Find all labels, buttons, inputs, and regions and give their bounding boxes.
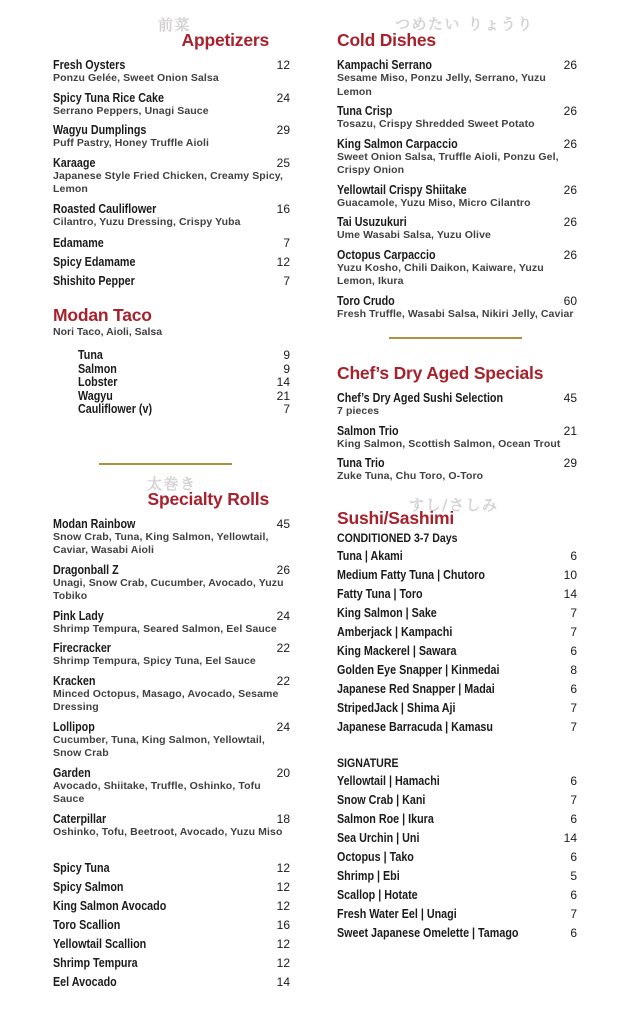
menu-item xyxy=(78,349,290,363)
menu-item xyxy=(337,829,577,848)
item-name: Spicy Tuna Rice Cake xyxy=(53,90,164,105)
item-price: 26 xyxy=(563,58,577,72)
menu-item xyxy=(53,897,290,916)
item-name: Salmon xyxy=(78,361,117,376)
item-name: Fresh Water Eel | Unagi xyxy=(337,906,457,921)
item-name: Golden Eye Snapper | Kinmedai xyxy=(337,662,500,677)
sushi-sashimi-title xyxy=(337,495,577,528)
item-name: Tuna Crisp xyxy=(337,104,393,118)
item-description: Snow Crab, Tuna, King Salmon, Yellowtail, Caviar, Wasabi Aioli xyxy=(53,530,269,556)
item-price: 14 xyxy=(276,375,290,389)
item-description: Cilantro, Yuzu Dressing, Crispy Yuba xyxy=(53,215,241,228)
item-name: Scallop | Hotate xyxy=(337,887,418,902)
item-price: 6 xyxy=(570,681,577,696)
menu-item xyxy=(337,772,577,791)
item-name: Sea Urchin | Uni xyxy=(337,830,420,845)
item-price: 12 xyxy=(276,861,290,875)
item-price: 24 xyxy=(276,608,290,623)
item-name: Japanese Red Snapper | Madai xyxy=(337,681,495,696)
section-appetizers xyxy=(53,16,290,291)
menu-item xyxy=(337,886,577,905)
menu-item xyxy=(53,674,290,715)
item-price: 24 xyxy=(276,90,290,105)
menu-item xyxy=(53,859,290,878)
item-name: Tuna Trio xyxy=(337,456,385,470)
item-description: Avocado, Shiitake, Truffle, Oshinko, Tofu Sauce xyxy=(53,779,261,805)
item-price: 5 xyxy=(570,868,577,883)
section-specialty-rolls xyxy=(53,474,290,993)
item-price: 45 xyxy=(276,516,290,531)
right-column xyxy=(337,15,577,992)
item-name: Kampachi Serrano xyxy=(337,58,433,72)
item-price: 12 xyxy=(276,58,290,72)
item-description: Cucumber, Tuna, King Salmon, Yellowtail, Snow Crab xyxy=(53,733,265,759)
item-name: Wagyu xyxy=(78,388,113,403)
item-name: Lollipop xyxy=(53,719,95,734)
item-name: Fresh Oysters xyxy=(53,58,126,72)
item-price: 6 xyxy=(570,887,577,902)
item-name: Spicy Salmon xyxy=(53,880,124,894)
menu-item xyxy=(53,954,290,973)
sushi-sashimi-watermark: すし/さしみ xyxy=(409,495,499,514)
item-price: 16 xyxy=(276,201,290,216)
chefs-specials-title: Chef’s Dry Aged Specials xyxy=(337,363,544,383)
item-name: Yellowtail Crispy Shiitake xyxy=(337,182,467,197)
cold-dishes-watermark: つめたい りょうり xyxy=(395,15,534,33)
item-description: Zuke Tuna, Chu Toro, O-Toro xyxy=(337,470,484,482)
sushi-sashimi-title-text: Sushi/Sashimi xyxy=(337,507,455,528)
item-price: 29 xyxy=(563,456,577,470)
menu-item xyxy=(53,58,290,86)
item-name: Eel Avocado xyxy=(53,975,117,989)
item-description: 7 pieces xyxy=(337,405,380,417)
item-name: Salmon Trio xyxy=(337,423,399,438)
item-price: 12 xyxy=(276,255,290,269)
item-price: 7 xyxy=(570,605,577,620)
menu-item xyxy=(53,720,290,761)
item-price: 14 xyxy=(563,586,577,601)
item-name: Tuna xyxy=(78,348,103,362)
cold-dishes-items xyxy=(337,58,577,321)
menu-item xyxy=(337,661,577,680)
menu-item xyxy=(337,104,577,132)
menu-item xyxy=(53,878,290,897)
menu-item xyxy=(53,517,290,558)
menu-item xyxy=(337,867,577,886)
item-price: 26 xyxy=(563,182,577,197)
menu-item xyxy=(53,563,290,604)
item-price: 7 xyxy=(283,274,290,288)
menu-item xyxy=(337,699,577,718)
item-price: 29 xyxy=(276,123,290,137)
item-name: Spicy Edamame xyxy=(53,255,136,269)
item-price: 12 xyxy=(276,956,290,970)
item-price: 12 xyxy=(276,937,290,951)
menu-item xyxy=(78,390,290,404)
section-modan-taco xyxy=(53,305,290,417)
menu-item xyxy=(337,718,577,737)
item-price: 9 xyxy=(283,348,290,362)
signature-items xyxy=(337,772,577,943)
item-name: Shishito Pepper xyxy=(53,274,135,288)
item-name: Tai Usuzukuri xyxy=(337,215,407,229)
specialty-rolls-title-text: Specialty Rolls xyxy=(147,488,269,509)
item-name: Lobster xyxy=(78,375,118,389)
classic-rolls-list xyxy=(53,859,290,992)
menu-item xyxy=(53,766,290,807)
menu-item xyxy=(337,604,577,623)
item-name: Firecracker xyxy=(53,641,111,655)
menu-item xyxy=(53,156,290,197)
cold-dishes-title xyxy=(337,15,577,50)
item-price: 18 xyxy=(276,811,290,826)
menu-item xyxy=(53,609,290,637)
modan-taco-subtitle: Nori Taco, Aioli, Salsa xyxy=(53,326,163,338)
item-price: 10 xyxy=(563,567,577,582)
item-name: Kracken xyxy=(53,673,96,688)
item-price: 12 xyxy=(276,880,290,894)
menu-item xyxy=(337,137,577,178)
item-name: Sweet Japanese Omelette | Tamago xyxy=(337,925,519,940)
item-name: Garden xyxy=(53,765,91,780)
item-description: Sweet Onion Salsa, Truffle Aioli, Ponzu Gel, Crispy Onion xyxy=(337,150,559,176)
cold-dishes-title-text: Cold Dishes xyxy=(337,30,436,50)
item-description: King Salmon, Scottish Salmon, Ocean Trout xyxy=(337,437,561,450)
item-name: Spicy Tuna xyxy=(53,861,110,875)
menu-item xyxy=(337,566,577,585)
item-name: Amberjack | Kampachi xyxy=(337,624,453,639)
item-name: Modan Rainbow xyxy=(53,516,136,531)
menu-item xyxy=(337,905,577,924)
item-price: 26 xyxy=(563,247,577,262)
item-name: Salmon Roe | Ikura xyxy=(337,811,434,826)
menu-item xyxy=(337,248,577,289)
menu-item xyxy=(337,623,577,642)
menu-item xyxy=(78,376,290,390)
menu-item xyxy=(53,253,290,272)
menu-item xyxy=(78,363,290,377)
item-price: 7 xyxy=(570,700,577,715)
item-name: Caterpillar xyxy=(53,811,107,826)
item-name: Edamame xyxy=(53,236,104,250)
item-price: 45 xyxy=(563,391,577,405)
item-description: Minced Octopus, Masago, Avocado, Sesame Dressing xyxy=(53,687,279,713)
menu-item xyxy=(337,547,577,566)
conditioned-label: CONDITIONED 3-7 Days xyxy=(337,532,458,545)
item-description: Tosazu, Crispy Shredded Sweet Potato xyxy=(337,118,535,130)
item-price: 9 xyxy=(283,361,290,376)
item-name: Octopus | Tako xyxy=(337,849,414,864)
item-name: King Salmon Carpaccio xyxy=(337,136,458,151)
item-price: 21 xyxy=(276,388,290,403)
item-price: 26 xyxy=(563,136,577,151)
item-description: Puff Pastry, Honey Truffle Aioli xyxy=(53,137,210,149)
menu-item xyxy=(337,183,577,211)
item-name: Dragonball Z xyxy=(53,562,119,577)
menu-item xyxy=(337,294,577,322)
menu-item xyxy=(53,916,290,935)
appetizers-title xyxy=(53,16,290,50)
section-chefs-specials xyxy=(337,363,577,484)
item-price: 25 xyxy=(276,155,290,170)
item-name: Fatty Tuna | Toro xyxy=(337,586,423,601)
item-price: 20 xyxy=(276,765,290,780)
item-name: Pink Lady xyxy=(53,608,104,623)
item-name: King Salmon Avocado xyxy=(53,899,167,913)
item-price: 22 xyxy=(276,673,290,688)
item-price: 14 xyxy=(563,830,577,845)
menu-item xyxy=(337,642,577,661)
item-price: 8 xyxy=(570,662,577,677)
item-price: 6 xyxy=(570,643,577,658)
item-price: 16 xyxy=(276,918,290,932)
menu-item xyxy=(53,272,290,291)
item-price: 26 xyxy=(563,104,577,118)
menu-item xyxy=(53,973,290,992)
menu-item xyxy=(53,123,290,151)
item-name: Medium Fatty Tuna | Chutoro xyxy=(337,567,485,582)
menu-item xyxy=(337,924,577,943)
menu-item xyxy=(337,791,577,810)
item-price: 26 xyxy=(276,562,290,577)
menu-item xyxy=(53,202,290,230)
item-description: Japanese Style Fried Chicken, Creamy Spicy, Lemon xyxy=(53,169,283,195)
menu-item xyxy=(337,848,577,867)
specialty-rolls-title xyxy=(53,474,290,509)
item-price: 7 xyxy=(570,624,577,639)
menu-item xyxy=(337,58,577,99)
item-price: 7 xyxy=(283,236,290,250)
menu-item xyxy=(53,812,290,840)
item-description: Ume Wasabi Salsa, Yuzu Olive xyxy=(337,229,491,241)
menu-item xyxy=(53,641,290,669)
item-name: Shrimp | Ebi xyxy=(337,868,400,883)
item-description: Shrimp Tempura, Seared Salmon, Eel Sauce xyxy=(53,622,277,635)
chefs-specials-items xyxy=(337,391,577,484)
item-price: 24 xyxy=(276,719,290,734)
menu-item xyxy=(78,403,290,417)
item-description: Sesame Miso, Ponzu Jelly, Serrano, Yuzu Lemon xyxy=(337,72,546,98)
item-name: Toro Scallion xyxy=(53,918,121,932)
item-name: Yellowtail Scallion xyxy=(53,937,147,951)
item-price: 6 xyxy=(570,849,577,864)
item-name: King Salmon | Sake xyxy=(337,605,437,620)
item-name: Cauliflower (v) xyxy=(78,402,153,416)
item-description: Ponzu Gelée, Sweet Onion Salsa xyxy=(53,72,219,84)
conditioned-items xyxy=(337,547,577,737)
item-price: 12 xyxy=(276,899,290,913)
specialty-rolls-items xyxy=(53,517,290,840)
item-price: 14 xyxy=(276,975,290,989)
menu-item xyxy=(337,680,577,699)
item-description: Oshinko, Tofu, Beetroot, Avocado, Yuzu Miso xyxy=(53,825,283,838)
item-name: King Mackerel | Sawara xyxy=(337,643,457,658)
left-column xyxy=(53,16,290,992)
signature-label: SIGNATURE xyxy=(337,757,399,770)
item-name: Japanese Barracuda | Kamasu xyxy=(337,719,493,734)
section-cold-dishes xyxy=(337,15,577,321)
item-price: 21 xyxy=(563,423,577,438)
item-price: 6 xyxy=(570,811,577,826)
item-price: 7 xyxy=(570,792,577,807)
menu-item xyxy=(53,234,290,253)
modan-taco-title: Modan Taco xyxy=(53,305,152,325)
specialty-rolls-watermark: 太巻き xyxy=(147,474,197,493)
item-name: Shrimp Tempura xyxy=(53,956,138,970)
menu-item xyxy=(53,935,290,954)
item-price: 6 xyxy=(570,548,577,563)
menu-item xyxy=(337,391,577,419)
item-name: Karaage xyxy=(53,155,96,170)
item-description: Shrimp Tempura, Spicy Tuna, Eel Sauce xyxy=(53,655,256,667)
item-name: Yellowtail | Hamachi xyxy=(337,773,440,788)
item-price: 7 xyxy=(283,402,290,416)
item-name: Chef’s Dry Aged Sushi Selection xyxy=(337,391,504,405)
appetizers-title-text: Appetizers xyxy=(181,30,269,50)
menu-item xyxy=(337,810,577,829)
item-description: Unagi, Snow Crab, Cucumber, Avocado, Yuzu Tobiko xyxy=(53,576,284,602)
section-sushi-sashimi xyxy=(337,495,577,943)
item-price: 7 xyxy=(570,719,577,734)
item-price: 6 xyxy=(570,925,577,940)
item-name: Snow Crab | Kani xyxy=(337,792,426,807)
menu-item xyxy=(337,585,577,604)
item-description: Fresh Truffle, Wasabi Salsa, Nikiri Jelly, Caviar xyxy=(337,307,574,320)
item-price: 22 xyxy=(276,641,290,655)
menu-item xyxy=(337,424,577,452)
item-name: Tuna | Akami xyxy=(337,548,403,563)
item-description: Yuzu Kosho, Chili Daikon, Kaiware, Yuzu Lemon, Ikura xyxy=(337,261,544,287)
item-description: Serrano Peppers, Unagi Sauce xyxy=(53,104,209,117)
item-price: 6 xyxy=(570,773,577,788)
menu-item xyxy=(53,91,290,119)
appetizers-watermark: 前菜 xyxy=(158,16,192,34)
item-name: StripedJack | Shima Aji xyxy=(337,700,456,715)
appetizers-items xyxy=(53,58,290,291)
item-price: 26 xyxy=(563,215,577,229)
item-name: Roasted Cauliflower xyxy=(53,201,157,216)
item-price: 7 xyxy=(570,906,577,921)
gold-divider xyxy=(389,337,522,339)
item-name: Octopus Carpaccio xyxy=(337,247,436,262)
menu-item xyxy=(337,215,577,243)
item-name: Wagyu Dumplings xyxy=(53,123,147,137)
menu-item xyxy=(337,456,577,484)
item-price: 60 xyxy=(563,293,577,308)
modan-taco-items xyxy=(78,349,290,417)
item-description: Guacamole, Yuzu Miso, Micro Cilantro xyxy=(337,196,531,209)
item-name: Toro Crudo xyxy=(337,293,395,308)
gold-divider xyxy=(99,463,232,465)
